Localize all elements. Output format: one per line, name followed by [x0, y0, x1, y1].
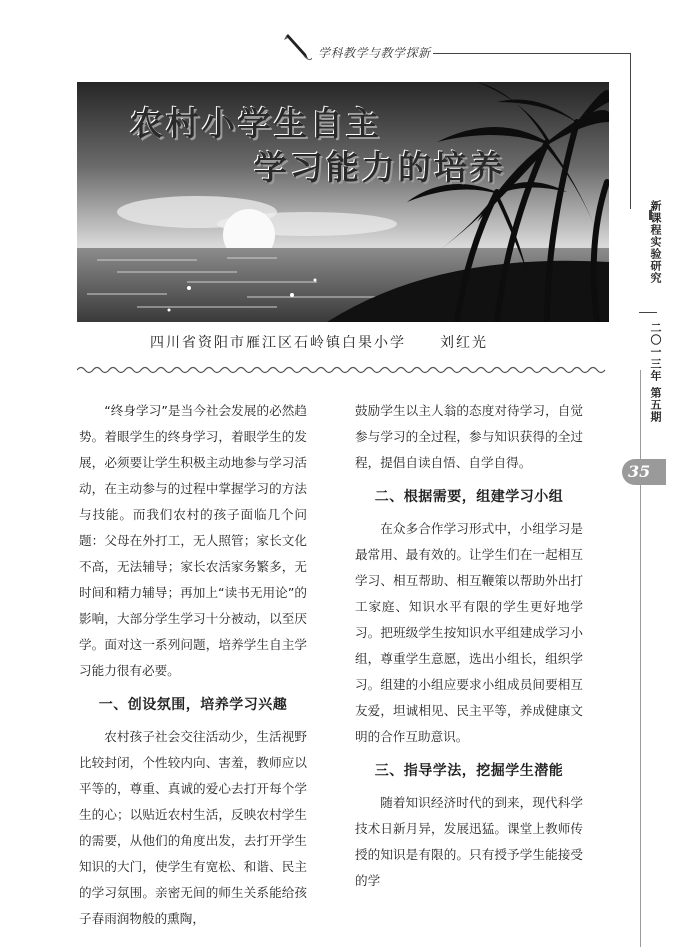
paragraph: 鼓励学生以主人翁的态度对待学习，自觉参与学习的全过程，参与知识获得的全过程，提倡自读自悟、自学自得。: [355, 403, 583, 470]
issue-label: 二〇一三年 第五期: [649, 322, 662, 423]
article-title-line-2: 学习能力的培养: [254, 148, 506, 187]
left-column: [79, 398, 307, 932]
section-heading: 三、指导学法，挖掘学生潜能: [374, 763, 564, 779]
header-rule: [433, 53, 630, 54]
journal-name: 新课程实验研究: [649, 200, 662, 284]
margin-line: [640, 370, 641, 459]
section-heading: 一、创设氛围，培养学习兴趣: [98, 697, 288, 713]
pen-nib-icon: [282, 32, 312, 62]
section-heading: 二、根据需要，组建学习小组: [374, 489, 564, 505]
article-title-line-1: 农村小学生自主: [130, 104, 382, 143]
paragraph: 在众多合作学习形式中，小组学习是最常用、最有效的。让学生们在一起相互学习、相互帮助、相互鞭策以帮助外出打工家庭、知识水平有限的学生更好地学习。把班级学生按知识水平组建成学习小组，尊重学生意愿，选出小组长，组织学习。组建的小组应要求小组成员间要相互友爱，坦诚相见、民主平等，养成健康文明的合作互助意识。: [355, 521, 583, 744]
margin-line: [640, 485, 641, 947]
paragraph: “终身学习”是当今社会发展的必然趋势。着眼学生的终身学习，着眼学生的发展，必须要让学生积极主动地参与学习活动，在主动参与的过程中掌握学习的方法与技能。而我们农村的孩子面临几个问题：父母在外打工，无人照管；家长文化不高，无法辅导；家长农活家务繁多，无时间和精力辅导；再加上“读书无用论”的影响，大部分学生学习十分被动，以至厌学。面对这一系列问题，培养学生自主学习能力很有必要。: [79, 403, 307, 678]
paragraph: 农村孩子社会交往活动少，生活视野比较封闭，个性较内向、害羞，教师应以平等的，尊重、真诚的爱心去打开每个学生的心；以贴近农村生活，反映农村学生的需要，从他们的角度出发，去打开学生知识的大门，使学生有宽松、和谐、民主的学习氛围。亲密无间的师生关系能给孩子春雨润物般的熏陶，: [79, 729, 307, 926]
paragraph: 随着知识经济时代的到来，现代科学技术日新月异，发展迅猛。课堂上教师传授的知识是有限的。只有授予学生能接受的学: [355, 795, 583, 888]
byline: [150, 332, 550, 352]
author-affiliation: 四川省资阳市雁江区石岭镇白果小学: [150, 335, 406, 351]
header-vertical-rule: [630, 53, 631, 209]
author-name: 刘红光: [440, 335, 488, 351]
page-number: 35: [628, 462, 651, 481]
ornamental-divider: [77, 365, 609, 375]
right-column: [355, 398, 583, 894]
running-head: 学科教学与教学探新: [318, 46, 431, 60]
side-divider: [639, 312, 657, 313]
